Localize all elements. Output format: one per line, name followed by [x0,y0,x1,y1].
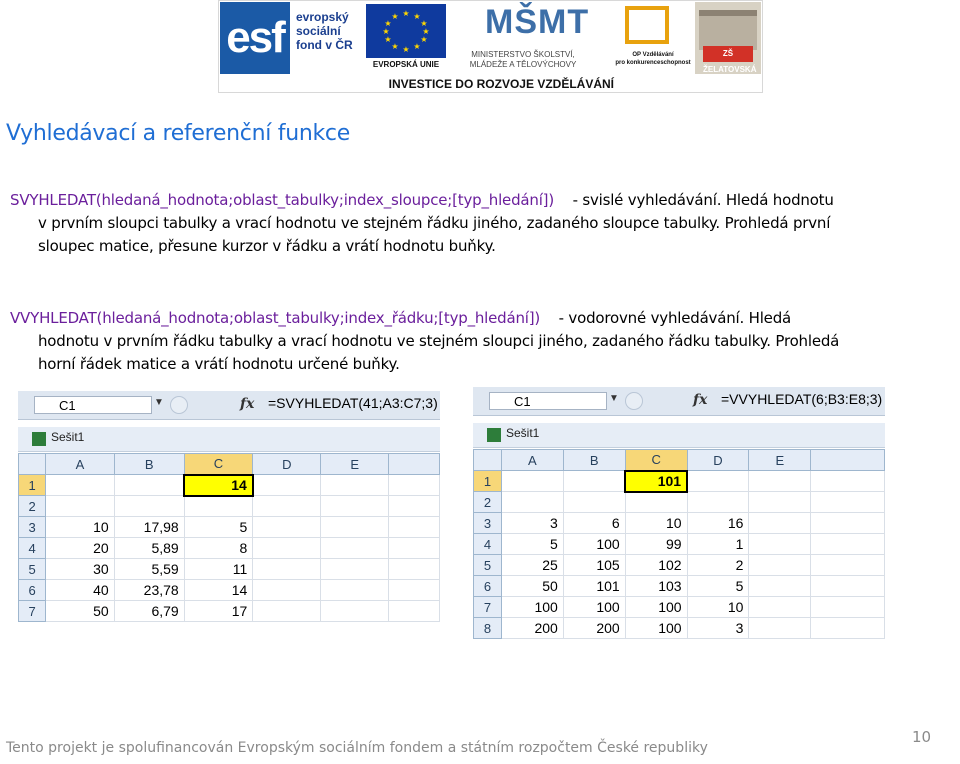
select-all-corner[interactable] [19,454,46,475]
cell-d3[interactable]: 16 [687,513,749,534]
cell-d6[interactable]: 5 [687,576,749,597]
column-header-blank [389,454,440,475]
footer-note: Tento projekt je spolufinancován Evropským sociálním fondem a státním rozpočtem České republiky [6,740,708,756]
column-header-b[interactable]: B [563,450,625,471]
table-row [474,471,885,492]
cell-e7[interactable] [321,601,389,622]
svg-text:★: ★ [384,35,392,44]
cell-d4[interactable] [253,538,321,559]
column-header-d[interactable]: D [687,450,749,471]
cell-c1[interactable]: 101 [625,471,687,492]
svg-text:★: ★ [413,12,421,21]
cell-c3[interactable]: 10 [625,513,687,534]
row-header[interactable]: 4 [19,538,46,559]
table-row [474,555,885,576]
svg-text:★: ★ [402,45,410,54]
cell-b6[interactable]: 23,78 [114,580,184,601]
vvyhledat-line1-tail: - vodorovné vyhledávání. Hledá [558,309,792,327]
cell-b6[interactable]: 101 [563,576,625,597]
column-header-c[interactable]: C [184,454,253,475]
cell-b7[interactable]: 6,79 [114,601,184,622]
cell-blank[interactable] [811,534,885,555]
cell-blank[interactable] [389,538,440,559]
cell-blank[interactable] [811,597,885,618]
cell-blank[interactable] [811,618,885,639]
cell-e4[interactable] [321,538,389,559]
excel-icon [487,428,501,442]
cell-d1[interactable] [253,475,321,496]
cell-c6[interactable]: 14 [184,580,253,601]
cell-a4[interactable]: 20 [46,538,114,559]
cell-a2[interactable] [46,496,114,517]
formula-bar [18,391,440,420]
row-header[interactable]: 2 [19,496,46,517]
cell-e7[interactable] [749,597,811,618]
cell-a7[interactable]: 100 [501,597,563,618]
svg-text:★: ★ [382,27,390,36]
cell-d1[interactable] [687,471,749,492]
cell-e1[interactable] [321,475,389,496]
svyhledat-formula: SVYHLEDAT(hledaná_hodnota;oblast_tabulky;index_sloupce;[typ_hledání]) [10,191,554,209]
worksheet-grid [473,449,885,639]
column-header-row [474,450,885,471]
esf-text [296,10,353,52]
cell-a6[interactable]: 40 [46,580,114,601]
cell-a5[interactable]: 30 [46,559,114,580]
svg-text:★: ★ [420,35,428,44]
cell-b5[interactable]: 105 [563,555,625,576]
cell-b7[interactable]: 100 [563,597,625,618]
vvyhledat-line3: horní řádek matice a vrátí hodnotu určené buňky. [38,355,400,373]
table-row [19,580,440,601]
esf-mark: esf [220,2,290,74]
cell-c7[interactable]: 100 [625,597,687,618]
name-box[interactable]: C1 [34,396,152,414]
cell-d7[interactable] [253,601,321,622]
cell-e3[interactable] [749,513,811,534]
row-header[interactable]: 7 [474,597,502,618]
cell-d5[interactable] [253,559,321,580]
vvyhledat-formula: VVYHLEDAT(hledaná_hodnota;oblast_tabulky;index_řádku;[typ_hledání]) [10,309,541,327]
esf-text-line: fond v ČR [296,38,353,52]
excel-screenshot-vvyhledat [473,387,885,657]
investice-caption: INVESTICE DO ROZVOJE VZDĚLÁVÁNÍ [388,77,614,91]
column-header-d[interactable]: D [253,454,321,475]
esf-text-line: evropský [296,10,349,24]
op-logo [613,2,693,74]
vvyhledat-line1 [10,307,791,330]
cell-a6[interactable]: 50 [501,576,563,597]
workbook-name: Sešit1 [506,426,540,440]
cell-e8[interactable] [749,618,811,639]
table-row [474,492,885,513]
cell-c8[interactable]: 100 [625,618,687,639]
chevron-down-icon[interactable]: ▼ [609,393,619,404]
formula-bar [473,387,885,416]
excel-screenshot-svyhledat [18,391,440,657]
cell-d8[interactable]: 3 [687,618,749,639]
cell-d4[interactable]: 1 [687,534,749,555]
cell-e1[interactable] [749,471,811,492]
column-header-a[interactable]: A [501,450,563,471]
eu-flag-icon [366,4,446,58]
cell-blank[interactable] [811,576,885,597]
row-header[interactable]: 8 [474,618,502,639]
row-header[interactable]: 5 [19,559,46,580]
school-logo [695,2,761,74]
svyhledat-line3: sloupec matice, přesune kurzor v řádku a vrátí hodnotu buňky. [38,237,496,255]
page-number: 10 [912,728,932,746]
cell-blank[interactable] [811,471,885,492]
cell-b2[interactable] [563,492,625,513]
cell-c7[interactable]: 17 [184,601,253,622]
cell-blank[interactable] [811,555,885,576]
workbook-titlebar [18,427,440,452]
cell-c5[interactable]: 102 [625,555,687,576]
fx-icon[interactable]: fx [693,392,708,408]
row-header[interactable]: 5 [474,555,502,576]
formula-bar-expand-icon [170,396,188,414]
column-header-a[interactable]: A [46,454,114,475]
cell-e6[interactable] [749,576,811,597]
cell-b4[interactable]: 5,89 [114,538,184,559]
svg-text:★: ★ [413,42,421,51]
table-row [474,513,885,534]
cell-b5[interactable]: 5,59 [114,559,184,580]
row-header[interactable]: 1 [474,471,502,492]
msmt-line: MLÁDEŽE A TĚLOVÝCHOVY [469,60,577,69]
cell-d3[interactable] [253,517,321,538]
logo-banner [218,0,763,93]
column-header-e[interactable]: E [749,450,811,471]
workbook-name: Sešit1 [51,430,85,444]
table-row [19,475,440,496]
svg-text:★: ★ [420,19,428,28]
msmt-line: MINISTERSTVO ŠKOLSTVÍ, [471,50,575,59]
row-header[interactable]: 7 [19,601,46,622]
vvyhledat-line2: hodnotu v prvním řádku tabulky a vrací hodnotu ve stejném sloupci jiného, zadaného řádku tabulky. Prohledá [38,332,840,350]
workbook-titlebar [473,423,885,448]
cell-b2[interactable] [114,496,184,517]
svg-text:★: ★ [402,9,410,18]
column-header-row [19,454,440,475]
cell-e4[interactable] [749,534,811,555]
cell-blank[interactable] [389,559,440,580]
cell-blank[interactable] [811,492,885,513]
svyhledat-line2: v prvním sloupci tabulky a vrací hodnotu ve stejném řádku jiného, zadaného sloupce tabulky. Prohledá první [38,214,831,232]
op-line: pro konkurenceschopnost [615,60,691,66]
row-header[interactable]: 2 [474,492,502,513]
row-header[interactable]: 6 [19,580,46,601]
cell-blank[interactable] [389,475,440,496]
cell-b1[interactable] [563,471,625,492]
cell-c5[interactable]: 11 [184,559,253,580]
cell-e3[interactable] [321,517,389,538]
row-header[interactable]: 1 [19,475,46,496]
cell-c6[interactable]: 103 [625,576,687,597]
op-frame-icon [625,6,669,44]
esf-text-line: sociální [296,24,341,38]
select-all-corner[interactable] [474,450,502,471]
cell-d5[interactable]: 2 [687,555,749,576]
cell-e2[interactable] [321,496,389,517]
cell-d6[interactable] [253,580,321,601]
cell-e5[interactable] [321,559,389,580]
cell-c4[interactable]: 99 [625,534,687,555]
formula-text[interactable]: =VVYHLEDAT(6;B3:E8;3) [721,391,883,407]
esf-logo [220,2,357,74]
cell-b8[interactable]: 200 [563,618,625,639]
name-box[interactable]: C1 [489,392,607,410]
cell-a2[interactable] [501,492,563,513]
cell-blank[interactable] [389,601,440,622]
row-header[interactable]: 3 [19,517,46,538]
fx-icon[interactable]: fx [240,396,255,412]
table-row [19,601,440,622]
cell-b3[interactable]: 6 [563,513,625,534]
cell-blank[interactable] [389,580,440,601]
cell-d2[interactable] [687,492,749,513]
table-row [19,496,440,517]
op-line: OP Vzdělávání [632,52,674,58]
svg-text:★: ★ [384,19,392,28]
eu-caption: EVROPSKÁ UNIE [372,60,440,69]
cell-e5[interactable] [749,555,811,576]
cell-a8[interactable]: 200 [501,618,563,639]
school-building-icon [699,10,757,50]
slide-title: Vyhledávací a referenční funkce [6,121,350,146]
cell-a3[interactable]: 10 [46,517,114,538]
cell-c1[interactable]: 14 [184,475,253,496]
svg-text:★: ★ [391,42,399,51]
formula-text[interactable]: =SVYHLEDAT(41;A3:C7;3) [268,395,438,411]
formula-bar-expand-icon [625,392,643,410]
table-row [474,576,885,597]
cell-a1[interactable] [46,475,114,496]
cell-c2[interactable] [184,496,253,517]
table-row [474,534,885,555]
cell-a4[interactable]: 5 [501,534,563,555]
row-header[interactable]: 6 [474,576,502,597]
cell-a5[interactable]: 25 [501,555,563,576]
cell-a3[interactable]: 3 [501,513,563,534]
column-header-b[interactable]: B [114,454,184,475]
row-header[interactable]: 4 [474,534,502,555]
column-header-e[interactable]: E [321,454,389,475]
chevron-down-icon[interactable]: ▼ [154,397,164,408]
cell-d7[interactable]: 10 [687,597,749,618]
table-row [474,597,885,618]
msmt-logo [459,2,590,74]
cell-blank[interactable] [389,517,440,538]
svg-text:★: ★ [422,27,430,36]
msmt-mark: MŠMT [485,3,590,41]
cell-e6[interactable] [321,580,389,601]
cell-b1[interactable] [114,475,184,496]
svyhledat-line1-tail: - svislé vyhledávání. Hledá hodnotu [572,191,834,209]
column-header-c[interactable]: C [625,450,687,471]
table-row [474,618,885,639]
svg-text:★: ★ [391,12,399,21]
cell-blank[interactable] [811,513,885,534]
cell-c2[interactable] [625,492,687,513]
cell-a7[interactable]: 50 [46,601,114,622]
school-tag: ZŠ ŽELATOVSKÁ [703,46,753,62]
eu-logo [362,2,450,74]
svyhledat-line1 [10,189,834,212]
column-header-blank [811,450,885,471]
cell-c3[interactable]: 5 [184,517,253,538]
cell-b3[interactable]: 17,98 [114,517,184,538]
table-row [19,559,440,580]
excel-icon [32,432,46,446]
table-row [19,517,440,538]
table-row [19,538,440,559]
cell-d2[interactable] [253,496,321,517]
cell-blank[interactable] [389,496,440,517]
cell-c4[interactable]: 8 [184,538,253,559]
worksheet-grid [18,453,440,622]
row-header[interactable]: 3 [474,513,502,534]
cell-e2[interactable] [749,492,811,513]
cell-b4[interactable]: 100 [563,534,625,555]
cell-a1[interactable] [501,471,563,492]
